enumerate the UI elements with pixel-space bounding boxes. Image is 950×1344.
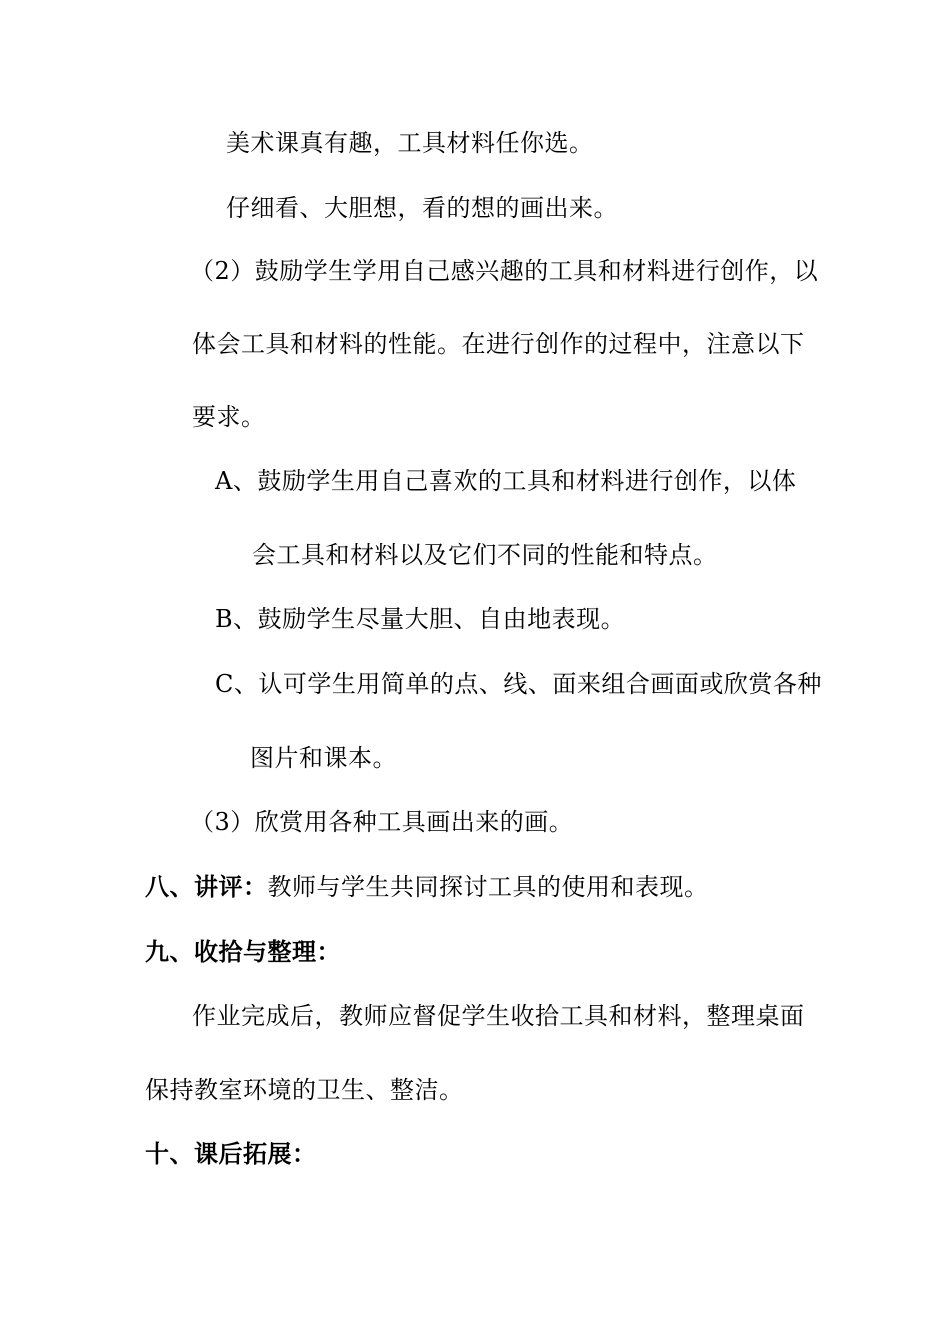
section-10-heading: 十、课后拓展： [145, 1139, 317, 1168]
item-2-line-3: 要求。 [192, 403, 266, 431]
section-8-text: 教师与学生共同探讨工具的使用和表现。 [267, 873, 709, 901]
item-3: （3）欣赏用各种工具画出来的画。 [190, 808, 574, 836]
section-9-heading: 九、收拾与整理： [145, 937, 341, 966]
point-a-line-1: A、鼓励学生用自己喜欢的工具和材料进行创作，以体 [215, 467, 797, 495]
point-c-line-1: C、认可学生用简单的点、线、面来组合画面或欣赏各种 [215, 670, 822, 698]
point-b: B、鼓励学生尽量大胆、自由地表现。 [215, 605, 626, 633]
section-8 [145, 872, 709, 902]
point-c-line-2: 图片和课本。 [250, 744, 397, 772]
section-9-line-1: 作业完成后，教师应督促学生收拾工具和材料，整理桌面 [192, 1002, 805, 1030]
rhyme-line-1: 美术课真有趣，工具材料任你选。 [226, 129, 594, 157]
item-2-line-2: 体会工具和材料的性能。在进行创作的过程中，注意以下 [192, 330, 805, 358]
item-2-line-1: （2）鼓励学生学用自己感兴趣的工具和材料进行创作，以 [190, 257, 819, 285]
point-a-line-2: 会工具和材料以及它们不同的性能和特点。 [252, 541, 718, 569]
rhyme-line-2: 仔细看、大胆想，看的想的画出来。 [226, 194, 618, 222]
section-8-heading: 八、讲评： [145, 872, 268, 901]
section-9-line-2: 保持教室环境的卫生、整洁。 [145, 1076, 464, 1104]
